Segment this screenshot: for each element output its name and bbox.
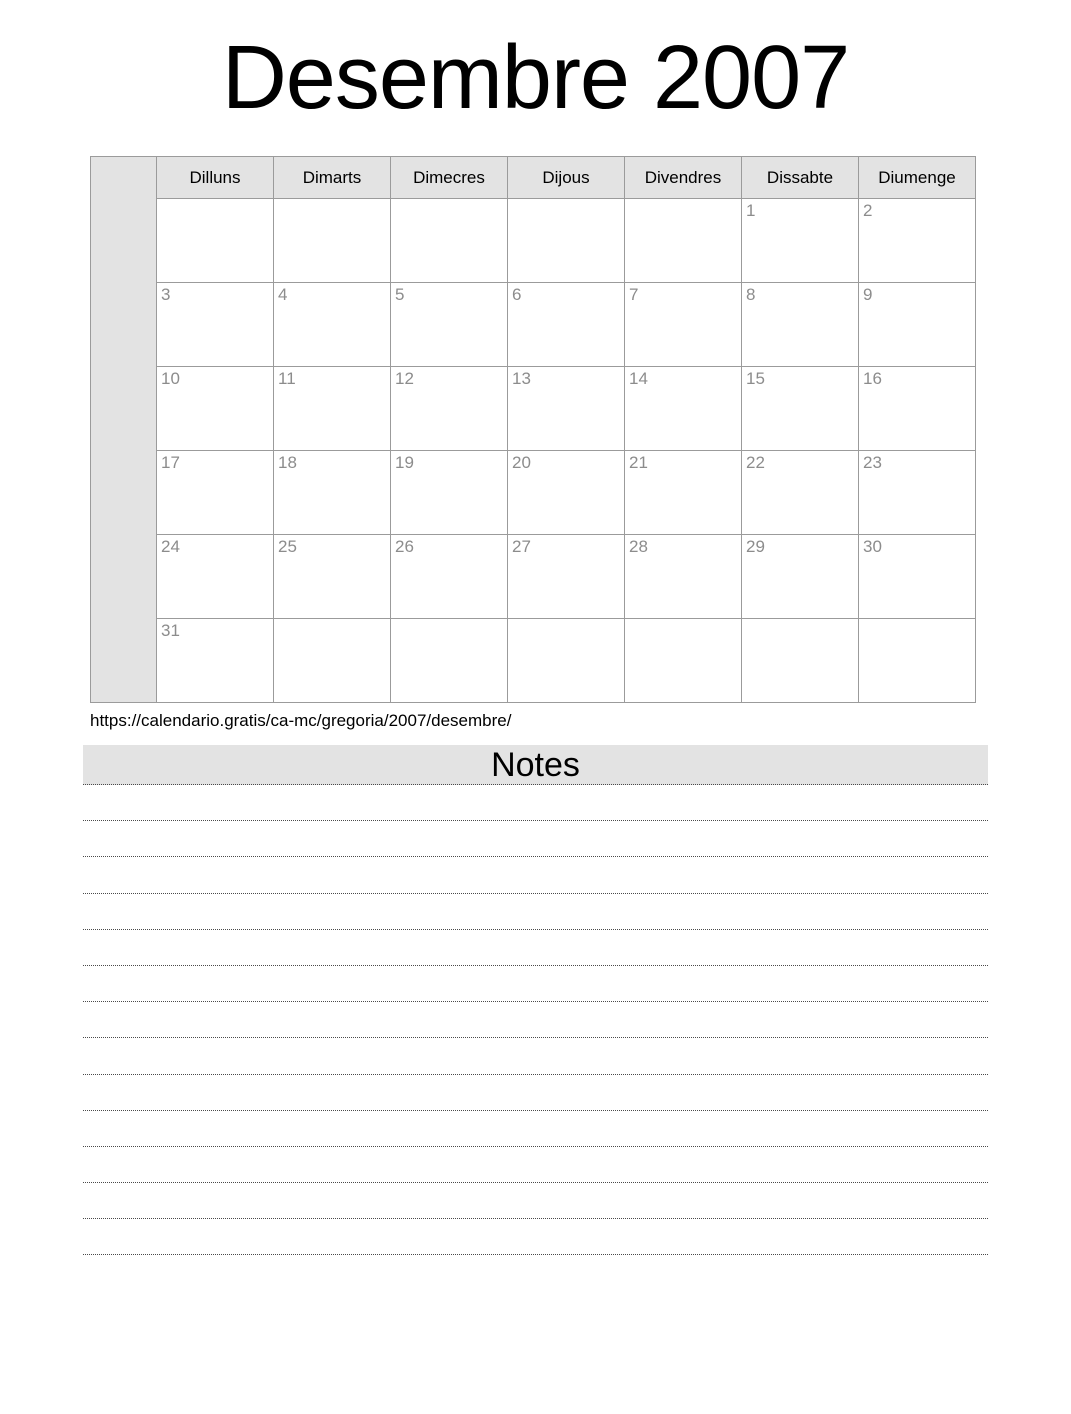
note-line [83, 821, 988, 857]
calendar-day-cell-8: 8 [742, 283, 859, 367]
weekday-header-diumenge: Diumenge [859, 157, 976, 199]
note-line [83, 894, 988, 930]
calendar-day-cell-27: 27 [508, 535, 625, 619]
note-line [83, 1111, 988, 1147]
calendar-day-cell-20: 20 [508, 451, 625, 535]
weekday-header-dimarts: Dimarts [274, 157, 391, 199]
calendar-day-cell-23: 23 [859, 451, 976, 535]
source-url: https://calendario.gratis/ca-mc/gregoria/2007/desembre/ [90, 711, 512, 730]
calendar-week-row [91, 535, 976, 619]
calendar-day-cell-11: 11 [274, 367, 391, 451]
calendar-day-cell-5: 5 [391, 283, 508, 367]
calendar-day-cell-26: 26 [391, 535, 508, 619]
calendar-week-row [91, 451, 976, 535]
weekday-header-dissabte: Dissabte [742, 157, 859, 199]
calendar-day-cell-3: 3 [157, 283, 274, 367]
calendar-day-cell-empty [625, 199, 742, 283]
calendar-day-cell-25: 25 [274, 535, 391, 619]
note-line [83, 1002, 988, 1038]
calendar-day-cell-6: 6 [508, 283, 625, 367]
note-line [83, 1075, 988, 1111]
calendar-day-cell-21: 21 [625, 451, 742, 535]
calendar-day-cell-30: 30 [859, 535, 976, 619]
calendar-day-cell-12: 12 [391, 367, 508, 451]
calendar-week-row [91, 283, 976, 367]
calendar-day-cell-18: 18 [274, 451, 391, 535]
calendar-day-cell-empty [274, 199, 391, 283]
weekday-header-dijous: Dijous [508, 157, 625, 199]
calendar-day-cell-9: 9 [859, 283, 976, 367]
notes-section [83, 745, 988, 1255]
calendar-day-cell-14: 14 [625, 367, 742, 451]
notes-header [83, 745, 988, 785]
calendar-day-cell-24: 24 [157, 535, 274, 619]
calendar-side-strip [91, 157, 157, 703]
calendar-day-cell-4: 4 [274, 283, 391, 367]
note-line [83, 1147, 988, 1183]
calendar-day-cell-empty [625, 619, 742, 703]
calendar-day-cell-29: 29 [742, 535, 859, 619]
weekday-header-dilluns: Dilluns [157, 157, 274, 199]
calendar-day-cell-empty [391, 199, 508, 283]
calendar-header-row [91, 157, 976, 199]
calendar-day-cell-empty [391, 619, 508, 703]
weekday-header-divendres: Divendres [625, 157, 742, 199]
calendar-page [0, 28, 1071, 1255]
weekday-header-dimecres: Dimecres [391, 157, 508, 199]
calendar-day-cell-17: 17 [157, 451, 274, 535]
calendar-day-cell-22: 22 [742, 451, 859, 535]
calendar-day-cell-empty [742, 619, 859, 703]
calendar-day-cell-empty [274, 619, 391, 703]
calendar-day-cell-7: 7 [625, 283, 742, 367]
calendar-day-cell-empty [508, 199, 625, 283]
calendar-day-cell-10: 10 [157, 367, 274, 451]
calendar-day-cell-15: 15 [742, 367, 859, 451]
note-line [83, 1038, 988, 1074]
calendar-day-cell-1: 1 [742, 199, 859, 283]
calendar-week-row [91, 199, 976, 283]
calendar-day-cell-empty [157, 199, 274, 283]
calendar-day-cell-13: 13 [508, 367, 625, 451]
notes-lines [83, 785, 988, 1255]
calendar-day-cell-28: 28 [625, 535, 742, 619]
calendar-day-cell-empty [859, 619, 976, 703]
calendar-day-cell-16: 16 [859, 367, 976, 451]
calendar-table [90, 156, 976, 703]
note-line [83, 785, 988, 821]
calendar-day-cell-2: 2 [859, 199, 976, 283]
note-line [83, 857, 988, 893]
note-line [83, 1219, 988, 1255]
calendar-day-cell-19: 19 [391, 451, 508, 535]
calendar-day-cell-31: 31 [157, 619, 274, 703]
notes-title: Notes [491, 745, 580, 784]
calendar-week-row [91, 619, 976, 703]
calendar-day-cell-empty [508, 619, 625, 703]
page-title: Desembre 2007 [221, 28, 850, 128]
note-line [83, 1183, 988, 1219]
calendar-week-row [91, 367, 976, 451]
note-line [83, 966, 988, 1002]
note-line [83, 930, 988, 966]
